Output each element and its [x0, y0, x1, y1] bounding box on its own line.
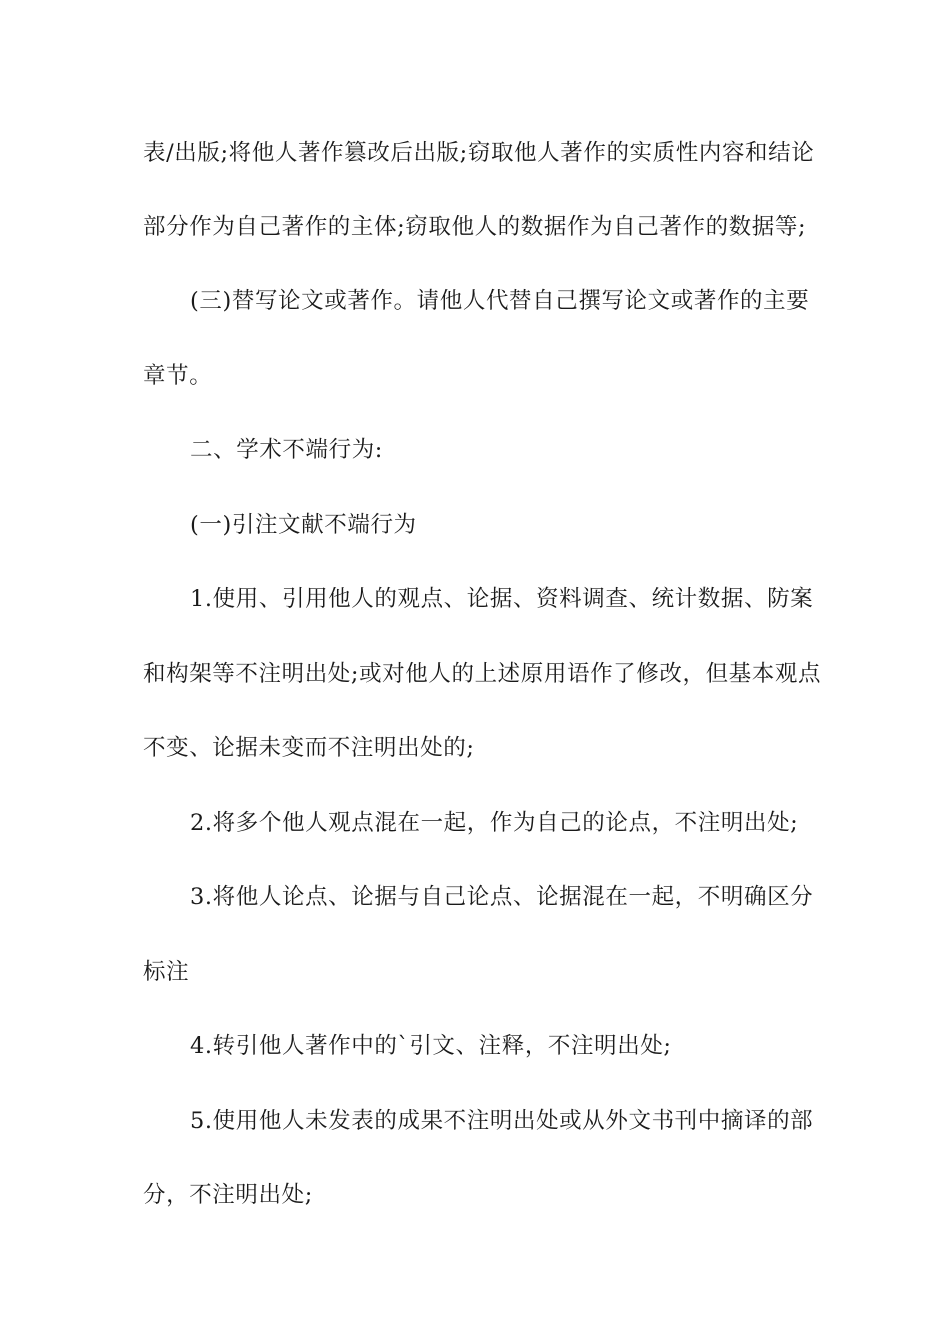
text-line: 和构架等不注明出处;或对他人的上述原用语作了修改，但基本观点 — [143, 661, 822, 687]
subsection-heading: (一)引注文献不端行为 — [190, 512, 417, 538]
section-heading: 二、学术不端行为: — [190, 437, 383, 463]
text-line: 表/出版;将他人著作篡改后出版;窃取他人著作的实质性内容和结论 — [143, 140, 815, 166]
text-line: 标注 — [143, 959, 190, 985]
text-line: 3.将他人论点、论据与自己论点、论据混在一起，不明确区分 — [190, 884, 814, 910]
text-line: 分，不注明出处; — [143, 1182, 313, 1208]
text-line: 2.将多个他人观点混在一起，作为自己的论点，不注明出处; — [190, 810, 799, 836]
text-line: 4.转引他人著作中的`引文、注释，不注明出处; — [190, 1033, 672, 1059]
text-line: 不变、论据未变而不注明出处的; — [143, 735, 475, 761]
text-line: 章节。 — [143, 363, 213, 389]
text-line: (三)替写论文或著作。请他人代替自己撰写论文或著作的主要 — [190, 288, 810, 314]
text-line: 部分作为自己著作的主体;窃取他人的数据作为自己著作的数据等; — [143, 214, 807, 240]
text-line: 5.使用他人未发表的成果不注明出处或从外文书刊中摘译的部 — [190, 1108, 814, 1134]
text-line: 1.使用、引用他人的观点、论据、资料调查、统计数据、防案 — [190, 586, 814, 612]
